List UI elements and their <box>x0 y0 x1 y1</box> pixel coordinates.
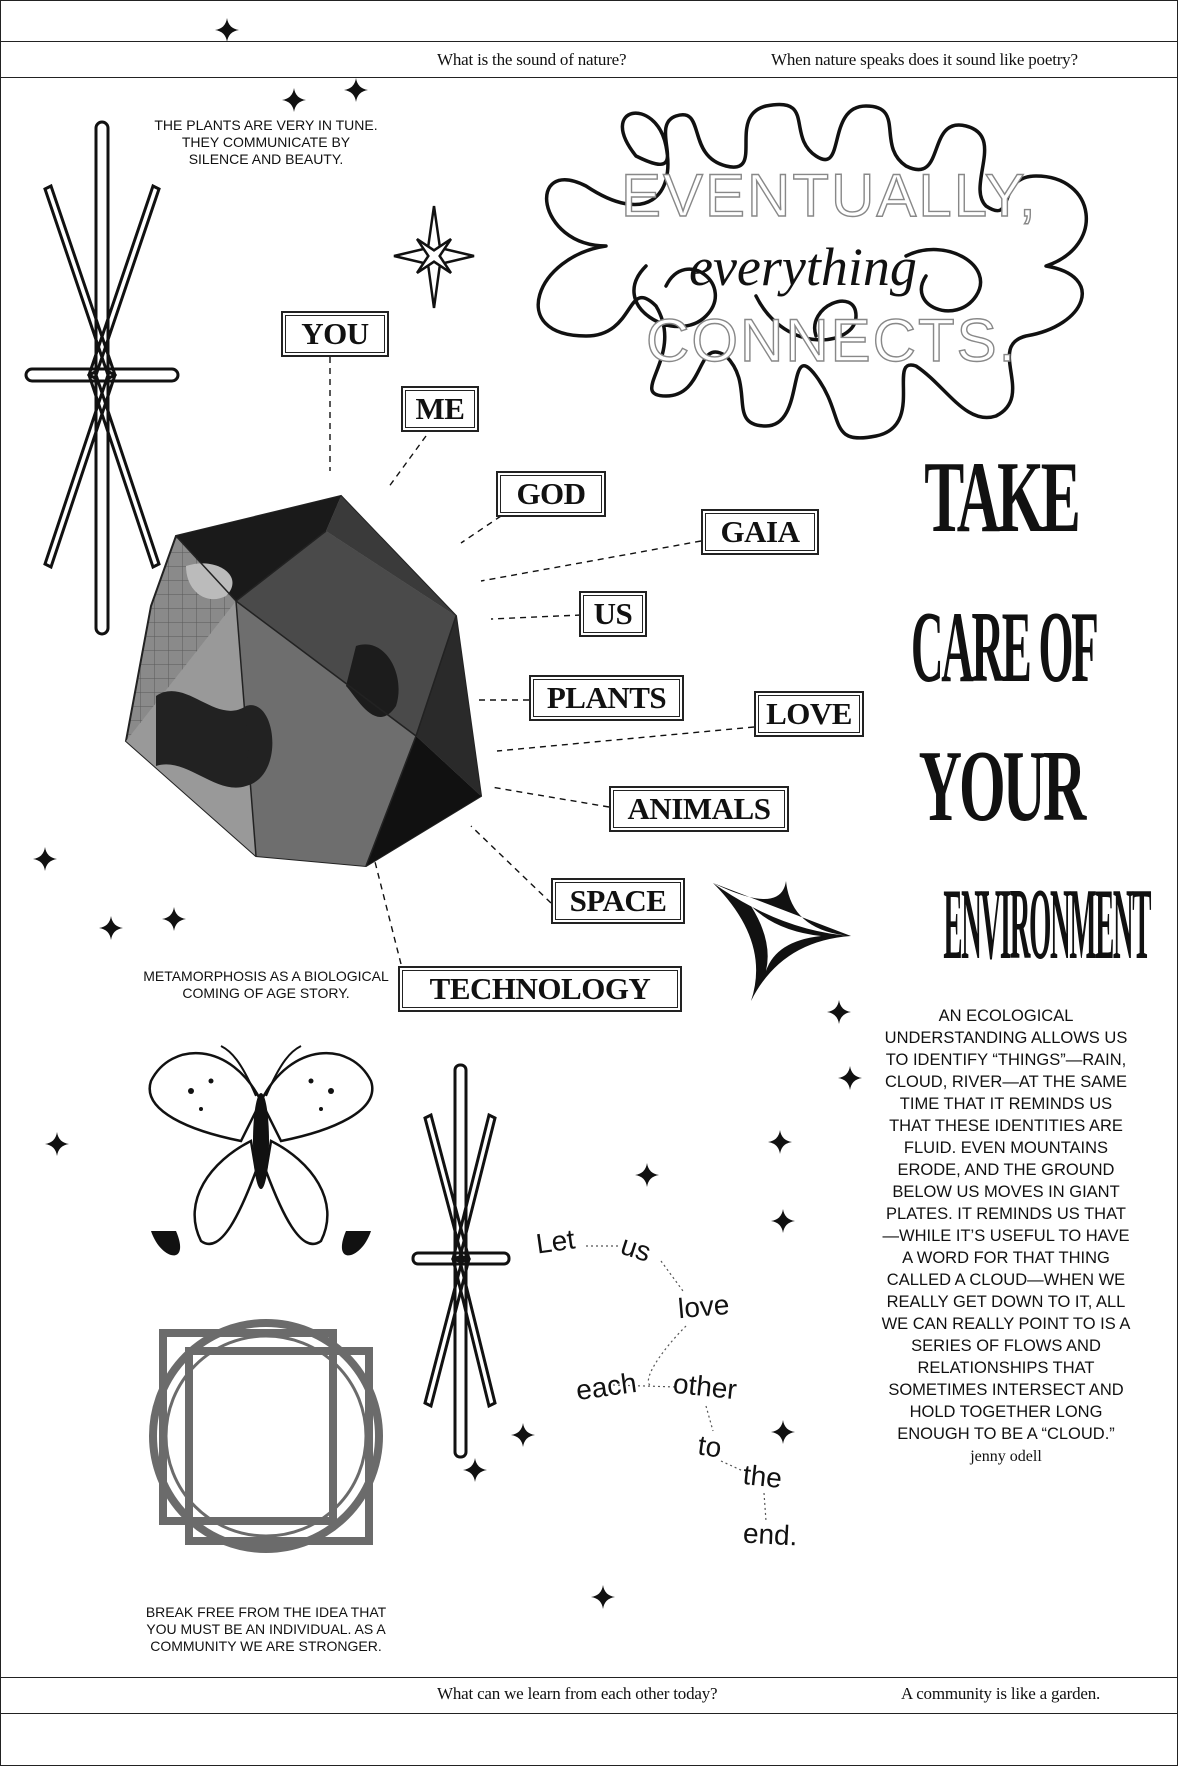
poem-word-let: Let <box>533 1223 577 1260</box>
tag-love: LOVE <box>754 691 864 737</box>
caption-plants: THE PLANTS ARE VERY IN TUNE. THEY COMMUNICATE BY SILENCE AND BEAUTY. <box>154 117 378 167</box>
caption-metamorphosis: METAMORPHOSIS AS A BIOLOGICAL COMING OF AGE STORY. <box>143 968 389 1001</box>
quote-author: jenny odell <box>970 1448 1042 1465</box>
footer-question-2: A community is like a garden. <box>901 1684 1101 1703</box>
poem-word-each: each <box>574 1366 639 1407</box>
tag-technology: TECHNOLOGY <box>398 966 682 1012</box>
tag-plants: PLANTS <box>529 675 684 721</box>
tag-me: ME <box>401 386 479 432</box>
headline-connects: CONNECTS. <box>646 307 1018 374</box>
header-question-1: What is the sound of nature? <box>437 50 627 69</box>
poem-word-love: love <box>676 1288 731 1325</box>
tag-you: YOU <box>281 311 389 357</box>
tag-us: US <box>579 591 647 637</box>
poem-word-end: end. <box>742 1517 799 1552</box>
caption-break-free: BREAK FREE FROM THE IDEA THAT YOU MUST BE AN INDIVIDUAL. AS A COMMUNITY WE ARE STRONGER. <box>145 1604 387 1654</box>
headline-everything: everything <box>689 237 917 297</box>
headline-eventually: EVENTUALLY, <box>621 162 1038 229</box>
take-care-line-1: TAKE <box>924 440 1078 553</box>
tag-gaia: GAIA <box>701 509 819 555</box>
poem-word-us: us <box>617 1229 655 1268</box>
poem-word-the: the <box>741 1459 784 1494</box>
take-care-line-2: CARE OF <box>911 590 1097 703</box>
tag-god: GOD <box>496 471 606 517</box>
poem-connectors <box>1 1 1178 1767</box>
poem-word-other: other <box>671 1367 739 1406</box>
tag-space: SPACE <box>551 878 685 924</box>
take-care-line-3: YOUR <box>918 729 1084 842</box>
quote-text: AN ECOLOGICAL UNDERSTANDING ALLOWS US TO IDENTIFY “THINGS”—RAIN, CLOUD, RIVER—AT THE SAME TIME THAT IT REMINDS US THAT THESE IDENTITIES ARE FLUID. EVEN MOUNTAINS ERODE, AND THE GROUND BELOW US MOVES IN GIANT PLATES. IT REMINDS US THAT—WHILE IT’S USEFUL TO HAVE A WORD FOR THAT THING CALLED A CLOUD—WHEN WE REALLY GET DOWN TO IT, ALL WE CAN REALLY POINT TO IS A SERIES OF FLOWS AND RELATIONSHIPS THAT SOMETIMES INTERSECT AND HOLD TOGETHER LONG ENOUGH TO BE A “CLOUD.” <box>881 1007 1131 1443</box>
header-question-2: When nature speaks does it sound like poetry? <box>771 50 1078 69</box>
tag-animals: ANIMALS <box>609 786 789 832</box>
poem-word-to: to <box>696 1429 724 1464</box>
take-care-line-4: ENVIRONMENT <box>943 867 1150 980</box>
footer-question-1: What can we learn from each other today? <box>437 1684 718 1703</box>
